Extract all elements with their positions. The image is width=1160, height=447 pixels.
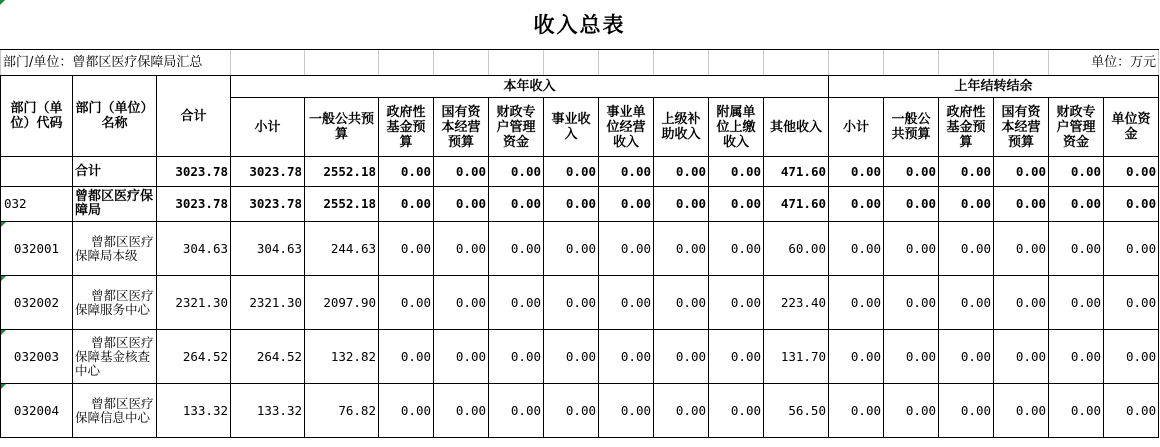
empty-cell[interactable] [654, 50, 709, 76]
empty-cell[interactable] [764, 50, 829, 76]
cell-current[interactable]: 2552.18 [305, 187, 379, 222]
cell-current[interactable]: 0.00 [709, 276, 764, 330]
cell-name[interactable]: 曾都区医疗保障局 [73, 187, 157, 222]
cell-current[interactable]: 60.00 [764, 222, 829, 276]
cell-prior[interactable]: 0.00 [1104, 187, 1159, 222]
empty-cell[interactable] [544, 50, 599, 76]
cell-current[interactable]: 0.00 [544, 384, 599, 438]
unit-label: 单位：万元 [1049, 50, 1159, 76]
cell-code[interactable] [1, 157, 73, 187]
header-total[interactable]: 合计 [157, 76, 231, 157]
cell-prior[interactable]: 0.00 [1049, 187, 1104, 222]
cell-current[interactable]: 0.00 [599, 384, 654, 438]
cell-current[interactable]: 76.82 [305, 384, 379, 438]
cell-current[interactable]: 0.00 [709, 187, 764, 222]
cell-code-text: 032 [4, 196, 27, 211]
cell-code-text: 032003 [13, 348, 60, 364]
empty-cell[interactable] [939, 50, 994, 76]
cell-prior[interactable]: 0.00 [939, 187, 994, 222]
header-current-col[interactable]: 一般公共预算 [305, 98, 379, 157]
cell-current[interactable]: 0.00 [379, 187, 434, 222]
cell-prior[interactable]: 0.00 [994, 330, 1049, 384]
cell-current[interactable]: 304.63 [231, 222, 305, 276]
cell-current[interactable]: 0.00 [709, 384, 764, 438]
header-prior-col[interactable]: 国有资本经营预算 [994, 98, 1049, 157]
cell-marker-icon [1, 330, 6, 335]
cell-prior[interactable]: 0.00 [884, 276, 939, 330]
cell-prior[interactable]: 0.00 [994, 187, 1049, 222]
header-current-col[interactable]: 小计 [231, 98, 305, 157]
header-prior-col[interactable]: 单位资金 [1104, 98, 1159, 157]
cell-prior[interactable]: 0.00 [829, 384, 884, 438]
cell-prior[interactable]: 0.00 [829, 276, 884, 330]
cell-current[interactable]: 0.00 [599, 330, 654, 384]
cell-prior[interactable]: 0.00 [1049, 222, 1104, 276]
cell-current[interactable]: 0.00 [489, 187, 544, 222]
cell-prior[interactable]: 0.00 [884, 222, 939, 276]
empty-cell[interactable] [379, 50, 434, 76]
cell-current[interactable]: 0.00 [434, 157, 489, 187]
cell-current[interactable]: 0.00 [654, 222, 709, 276]
cell-current[interactable]: 0.00 [654, 330, 709, 384]
cell-current[interactable]: 56.50 [764, 384, 829, 438]
cell-prior[interactable]: 0.00 [829, 157, 884, 187]
cell-current[interactable]: 0.00 [599, 276, 654, 330]
cell-prior[interactable]: 0.00 [994, 222, 1049, 276]
cell-current[interactable]: 0.00 [379, 330, 434, 384]
cell-current[interactable]: 0.00 [599, 187, 654, 222]
cell-current[interactable]: 0.00 [489, 222, 544, 276]
cell-name[interactable]: 曾都区医疗保障局本级 [73, 222, 157, 276]
cell-prior[interactable]: 0.00 [829, 187, 884, 222]
cell-prior[interactable]: 0.00 [884, 187, 939, 222]
cell-total[interactable]: 133.32 [157, 384, 231, 438]
department-label: 部门/单位：曾都区医疗保障局汇总 [1, 50, 231, 76]
header-current-col[interactable]: 财政专户管理资金 [489, 98, 544, 157]
header-prior-col[interactable]: 一般公共预算 [884, 98, 939, 157]
cell-code-text: 032002 [13, 294, 60, 310]
cell-current[interactable]: 0.00 [654, 276, 709, 330]
cell-current[interactable]: 3023.78 [231, 187, 305, 222]
cell-prior[interactable]: 0.00 [1104, 384, 1159, 438]
cell-total[interactable]: 2321.30 [157, 276, 231, 330]
cell-marker-icon [1, 384, 6, 389]
cell-code-text: 032004 [13, 402, 60, 418]
cell-current[interactable]: 0.00 [599, 157, 654, 187]
cell-prior[interactable]: 0.00 [884, 384, 939, 438]
cell-current[interactable]: 2552.18 [305, 157, 379, 187]
cell-current[interactable]: 2097.90 [305, 276, 379, 330]
empty-cell[interactable] [434, 50, 489, 76]
cell-current[interactable]: 0.00 [544, 187, 599, 222]
cell-code[interactable] [1, 276, 73, 330]
empty-cell[interactable] [709, 50, 764, 76]
header-prior-col[interactable]: 财政专户管理资金 [1049, 98, 1104, 157]
cell-total[interactable]: 3023.78 [157, 157, 231, 187]
cell-current[interactable]: 0.00 [654, 157, 709, 187]
empty-cell[interactable] [599, 50, 654, 76]
table-row [1, 276, 1159, 330]
cell-prior[interactable]: 0.00 [1049, 276, 1104, 330]
cell-current[interactable]: 0.00 [544, 330, 599, 384]
cell-code[interactable] [1, 187, 73, 222]
cell-code[interactable] [1, 330, 73, 384]
cell-current[interactable]: 471.60 [764, 157, 829, 187]
cell-current[interactable]: 0.00 [434, 330, 489, 384]
cell-current[interactable]: 0.00 [709, 330, 764, 384]
cell-prior[interactable]: 0.00 [1104, 222, 1159, 276]
empty-cell[interactable] [489, 50, 544, 76]
cell-current[interactable]: 223.40 [764, 276, 829, 330]
cell-current[interactable]: 0.00 [434, 222, 489, 276]
cell-prior[interactable]: 0.00 [1104, 330, 1159, 384]
cell-current[interactable]: 0.00 [544, 222, 599, 276]
cell-marker-icon [1, 222, 6, 227]
cell-current[interactable]: 2321.30 [231, 276, 305, 330]
cell-name[interactable]: 曾都区医疗保障基金核查中心 [73, 330, 157, 384]
header-prior-year-carryover[interactable]: 上年结转结余 [829, 76, 1159, 98]
cell-total[interactable]: 264.52 [157, 330, 231, 384]
cell-current[interactable]: 0.00 [654, 187, 709, 222]
cell-current[interactable]: 0.00 [489, 330, 544, 384]
cell-current[interactable]: 264.52 [231, 330, 305, 384]
cell-current[interactable]: 0.00 [599, 222, 654, 276]
cell-prior[interactable]: 0.00 [1104, 157, 1159, 187]
cell-name[interactable]: 曾都区医疗保障信息中心 [73, 384, 157, 438]
cell-current[interactable]: 0.00 [379, 157, 434, 187]
header-name[interactable]: 部门（单位）名称 [73, 76, 157, 157]
cell-current[interactable]: 133.32 [231, 384, 305, 438]
cell-current[interactable]: 0.00 [709, 157, 764, 187]
header-current-col[interactable]: 事业收入 [544, 98, 599, 157]
cell-prior[interactable]: 0.00 [829, 330, 884, 384]
cell-prior[interactable]: 0.00 [994, 276, 1049, 330]
header-current-col[interactable]: 附属单位上缴收入 [709, 98, 764, 157]
table-row [1, 330, 1159, 384]
cell-total[interactable]: 304.63 [157, 222, 231, 276]
cell-prior[interactable]: 0.00 [1049, 384, 1104, 438]
header-prior-col[interactable]: 小计 [829, 98, 884, 157]
cell-prior[interactable]: 0.00 [939, 330, 994, 384]
cell-prior[interactable]: 0.00 [994, 157, 1049, 187]
cell-total[interactable]: 3023.78 [157, 187, 231, 222]
cell-prior[interactable]: 0.00 [939, 157, 994, 187]
cell-current[interactable]: 0.00 [544, 157, 599, 187]
cell-prior[interactable]: 0.00 [939, 384, 994, 438]
cell-code[interactable] [1, 222, 73, 276]
cell-prior[interactable]: 0.00 [939, 222, 994, 276]
cell-prior[interactable]: 0.00 [1049, 330, 1104, 384]
cell-name[interactable]: 曾都区医疗保障服务中心 [73, 276, 157, 330]
cell-current[interactable]: 3023.78 [231, 157, 305, 187]
cell-current[interactable]: 0.00 [434, 276, 489, 330]
cell-current[interactable]: 0.00 [489, 384, 544, 438]
header-current-col[interactable]: 上级补助收入 [654, 98, 709, 157]
header-code[interactable]: 部门（单位）代码 [1, 76, 73, 157]
header-current-year-income[interactable]: 本年收入 [231, 76, 829, 98]
cell-current[interactable]: 131.70 [764, 330, 829, 384]
empty-cell[interactable] [231, 50, 305, 76]
table-row [1, 222, 1159, 276]
cell-current[interactable]: 0.00 [489, 276, 544, 330]
header-current-col[interactable]: 其他收入 [764, 98, 829, 157]
cell-prior[interactable]: 0.00 [1104, 276, 1159, 330]
header-prior-col[interactable]: 政府性基金预算 [939, 98, 994, 157]
cell-current[interactable]: 244.63 [305, 222, 379, 276]
cell-current[interactable]: 0.00 [379, 222, 434, 276]
cell-current[interactable]: 0.00 [434, 384, 489, 438]
cell-current[interactable]: 0.00 [434, 187, 489, 222]
header-current-col[interactable]: 事业单位经营收入 [599, 98, 654, 157]
empty-cell[interactable] [994, 50, 1049, 76]
cell-current[interactable]: 471.60 [764, 187, 829, 222]
cell-code[interactable] [1, 384, 73, 438]
cell-prior[interactable]: 0.00 [939, 276, 994, 330]
table-row [1, 157, 1159, 187]
header-current-col[interactable]: 国有资本经营预算 [434, 98, 489, 157]
cell-code-text: 032001 [13, 240, 60, 256]
header-current-col[interactable]: 政府性基金预算 [379, 98, 434, 157]
cell-prior[interactable]: 0.00 [994, 384, 1049, 438]
table-row [1, 187, 1159, 222]
empty-cell[interactable] [829, 50, 884, 76]
cell-marker-icon [1, 276, 6, 281]
cell-current[interactable]: 0.00 [489, 157, 544, 187]
cell-current[interactable]: 0.00 [379, 384, 434, 438]
empty-cell[interactable] [305, 50, 379, 76]
cell-prior[interactable]: 0.00 [884, 157, 939, 187]
cell-current[interactable]: 0.00 [544, 276, 599, 330]
empty-cell[interactable] [884, 50, 939, 76]
page-title: 收入总表 [1, 0, 1159, 50]
cell-current[interactable]: 0.00 [654, 384, 709, 438]
cell-current[interactable]: 132.82 [305, 330, 379, 384]
cell-name[interactable]: 合计 [73, 157, 157, 187]
cell-prior[interactable]: 0.00 [829, 222, 884, 276]
cell-current[interactable]: 0.00 [709, 222, 764, 276]
cell-current[interactable]: 0.00 [379, 276, 434, 330]
cell-prior[interactable]: 0.00 [884, 330, 939, 384]
cell-prior[interactable]: 0.00 [1049, 157, 1104, 187]
table-row [1, 384, 1159, 438]
